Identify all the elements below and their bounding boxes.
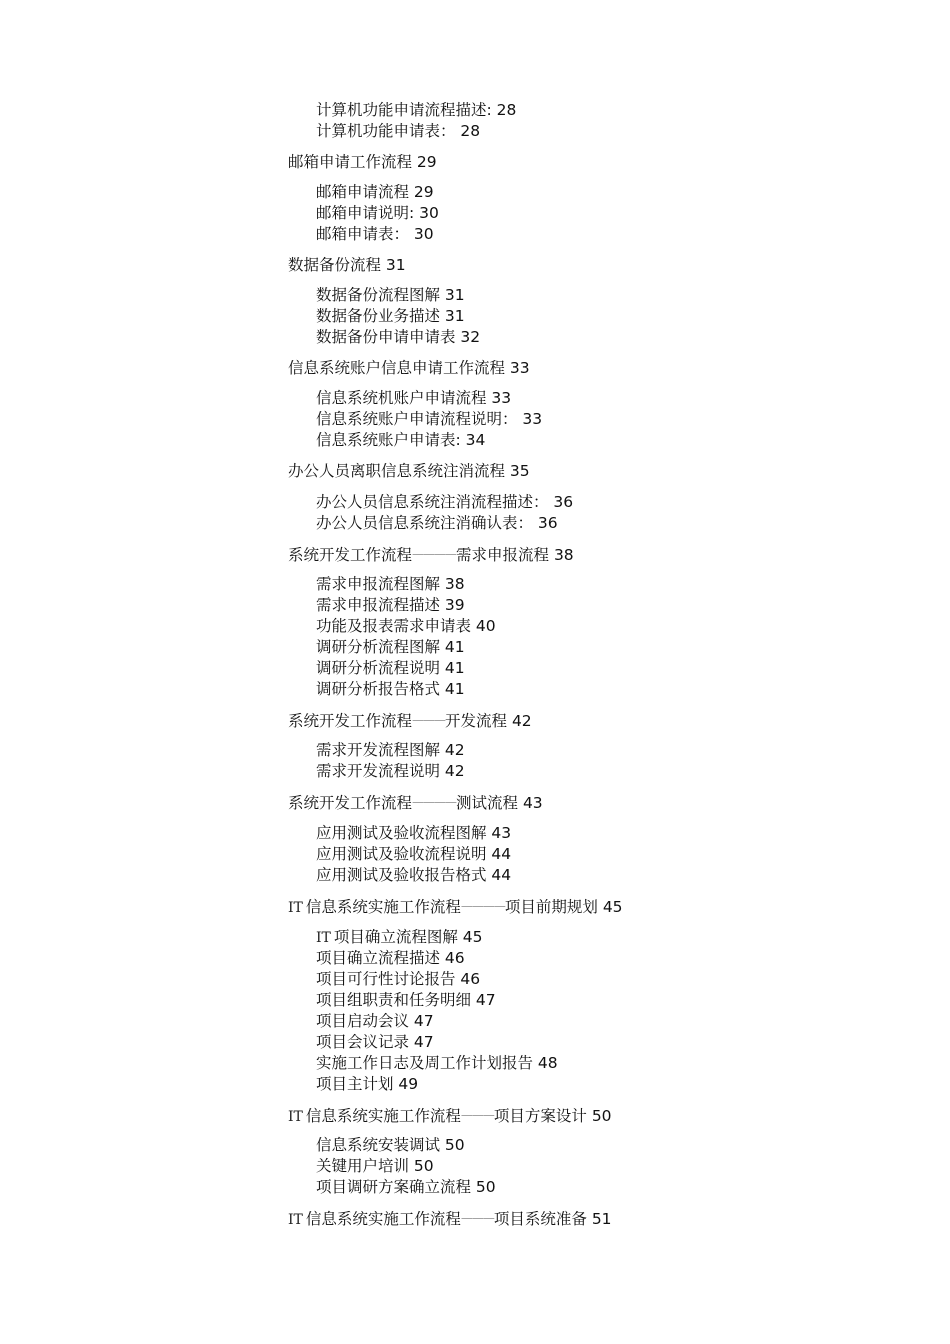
- toc-subentry[interactable]: [316, 637, 465, 657]
- toc-entry-text: 功能及报表需求申请表 40: [316, 617, 496, 635]
- toc-entry-text: 调研分析流程图解 41: [316, 638, 465, 656]
- toc-entry-tail: 开发流程 42: [445, 712, 532, 730]
- toc-entry-text: 应用测试及验收流程说明 44: [316, 845, 512, 863]
- toc-entry-tail: 测试流程 43: [456, 794, 543, 812]
- toc-entry-text: 邮箱申请工作流程 29: [288, 153, 437, 171]
- toc-entry-head: 信息系统实施工作流程: [305, 1210, 461, 1228]
- toc-entry-tail: 需求申报流程 38: [456, 546, 574, 564]
- toc-entry-text: 项目主计划 49: [316, 1075, 419, 1093]
- toc-entry-prefix: IT: [316, 930, 331, 946]
- toc-entry-text: 项目确立流程描述 46: [316, 949, 465, 967]
- toc-entry-text: 办公人员信息系统注消确认表： 36: [316, 514, 558, 532]
- toc-subentry[interactable]: [316, 844, 511, 864]
- toc-entry-text: 项目可行性讨论报告 46: [316, 970, 481, 988]
- toc-entry-text: 信息系统安装调试 50: [316, 1136, 465, 1154]
- toc-subentry[interactable]: [316, 595, 465, 615]
- toc-entry-dash: ———: [460, 1108, 494, 1122]
- toc-subentry[interactable]: [316, 513, 558, 533]
- toc-entry-dash: ————: [460, 899, 505, 913]
- toc-entry-text: 需求申报流程图解 38: [316, 575, 465, 593]
- toc-subentry[interactable]: [316, 121, 480, 141]
- toc-entry-text: 需求开发流程图解 42: [316, 741, 465, 759]
- toc-subentry[interactable]: [316, 574, 465, 594]
- toc-entry-head: 系统开发工作流程: [288, 712, 413, 730]
- toc-entry-prefix: IT: [288, 1212, 303, 1228]
- toc-entry-text: 数据备份申请申请表 32: [316, 328, 481, 346]
- toc-entry-text: 数据备份流程 31: [288, 256, 406, 274]
- toc-subentry[interactable]: [316, 990, 496, 1010]
- toc-subentry[interactable]: [316, 182, 434, 202]
- toc-entry[interactable]: [288, 152, 437, 172]
- toc-entry[interactable]: [288, 544, 574, 565]
- toc-entry[interactable]: [288, 1105, 612, 1127]
- toc-subentry[interactable]: [316, 224, 434, 244]
- toc-subentry[interactable]: [316, 927, 483, 948]
- toc-subentry[interactable]: [316, 1032, 434, 1052]
- toc-entry-text: 需求开发流程说明 42: [316, 762, 465, 780]
- toc-subentry[interactable]: [316, 285, 465, 305]
- toc-entry-prefix: IT: [288, 1109, 303, 1125]
- toc-entry-head: 信息系统实施工作流程: [305, 898, 461, 916]
- toc-entry[interactable]: [288, 358, 530, 378]
- toc-subentry[interactable]: [316, 1135, 465, 1155]
- toc-subentry[interactable]: [316, 679, 465, 699]
- toc-entry-head: 系统开发工作流程: [288, 794, 413, 812]
- toc-subentry[interactable]: [316, 658, 465, 678]
- toc-entry[interactable]: [288, 792, 543, 813]
- toc-subentry[interactable]: [316, 823, 511, 843]
- toc-entry-text: 项目调研方案确立流程 50: [316, 1178, 496, 1196]
- toc-subentry[interactable]: [316, 492, 573, 512]
- toc-entry-text: 项目确立流程图解 45: [333, 928, 483, 946]
- toc-entry[interactable]: [288, 896, 623, 918]
- toc-subentry[interactable]: [316, 761, 465, 781]
- toc-subentry[interactable]: [316, 203, 439, 223]
- toc-entry-text: 邮箱申请说明: 30: [316, 204, 439, 222]
- toc-subentry[interactable]: [316, 306, 465, 326]
- toc-entry-text: 办公人员信息系统注消流程描述： 36: [316, 493, 574, 511]
- toc-subentry[interactable]: [316, 948, 465, 968]
- toc-entry-text: 应用测试及验收流程图解 43: [316, 824, 512, 842]
- toc-entry-tail: 项目前期规划 45: [504, 898, 623, 916]
- toc-entry-text: 项目组职责和任务明细 47: [316, 991, 496, 1009]
- toc-entry-text: 信息系统账户申请表: 34: [316, 431, 486, 449]
- toc-entry-text: 关键用户培训 50: [316, 1157, 434, 1175]
- toc-subentry[interactable]: [316, 100, 516, 120]
- toc-entry-dash: ———: [412, 713, 446, 727]
- toc-subentry[interactable]: [316, 430, 485, 450]
- toc-entry-text: 数据备份流程图解 31: [316, 286, 465, 304]
- toc-entry-text: 信息系统账户申请流程说明： 33: [316, 410, 543, 428]
- toc-subentry[interactable]: [316, 865, 511, 885]
- toc-entry[interactable]: [288, 461, 530, 481]
- toc-entry-dash: ———: [460, 1211, 494, 1225]
- toc-subentry[interactable]: [316, 740, 465, 760]
- toc-entry-text: 办公人员离职信息系统注消流程 35: [288, 462, 530, 480]
- toc-entry[interactable]: [288, 255, 406, 275]
- toc-entry-text: 数据备份业务描述 31: [316, 307, 465, 325]
- toc-entry-text: 项目会议记录 47: [316, 1033, 434, 1051]
- toc-subentry[interactable]: [316, 1074, 418, 1094]
- toc-entry-dash: ————: [412, 547, 457, 561]
- toc-entry-prefix: IT: [288, 900, 303, 916]
- toc-subentry[interactable]: [316, 388, 511, 408]
- toc-entry-text: 信息系统机账户申请流程 33: [316, 389, 512, 407]
- toc-entry-text: 调研分析流程说明 41: [316, 659, 465, 677]
- toc-entry-text: 信息系统账户信息申请工作流程 33: [288, 359, 530, 377]
- toc-entry-text: 邮箱申请表： 30: [316, 225, 434, 243]
- toc-entry[interactable]: [288, 710, 532, 731]
- toc-subentry[interactable]: [316, 616, 496, 636]
- toc-entry-text: 需求申报流程描述 39: [316, 596, 465, 614]
- toc-entry-dash: ————: [412, 795, 457, 809]
- toc-entry-text: 计算机功能申请流程描述: 28: [316, 101, 517, 119]
- toc-entry[interactable]: [288, 1208, 612, 1230]
- toc-entry-text: 邮箱申请流程 29: [316, 183, 434, 201]
- toc-entry-head: 信息系统实施工作流程: [305, 1107, 461, 1125]
- toc-subentry[interactable]: [316, 327, 480, 347]
- toc-entry-text: 应用测试及验收报告格式 44: [316, 866, 512, 884]
- toc-entry-tail: 项目方案设计 50: [493, 1107, 612, 1125]
- toc-subentry[interactable]: [316, 1177, 496, 1197]
- toc-entry-tail: 项目系统准备 51: [493, 1210, 612, 1228]
- toc-subentry[interactable]: [316, 1053, 558, 1073]
- toc-subentry[interactable]: [316, 969, 480, 989]
- toc-entry-text: 计算机功能申请表： 28: [316, 122, 481, 140]
- toc-entry-text: 项目启动会议 47: [316, 1012, 434, 1030]
- toc-entry-head: 系统开发工作流程: [288, 546, 413, 564]
- toc-entry-text: 实施工作日志及周工作计划报告 48: [316, 1054, 558, 1072]
- toc-subentry[interactable]: [316, 1011, 434, 1031]
- toc-entry-text: 调研分析报告格式 41: [316, 680, 465, 698]
- toc-subentry[interactable]: [316, 409, 542, 429]
- toc-subentry[interactable]: [316, 1156, 434, 1176]
